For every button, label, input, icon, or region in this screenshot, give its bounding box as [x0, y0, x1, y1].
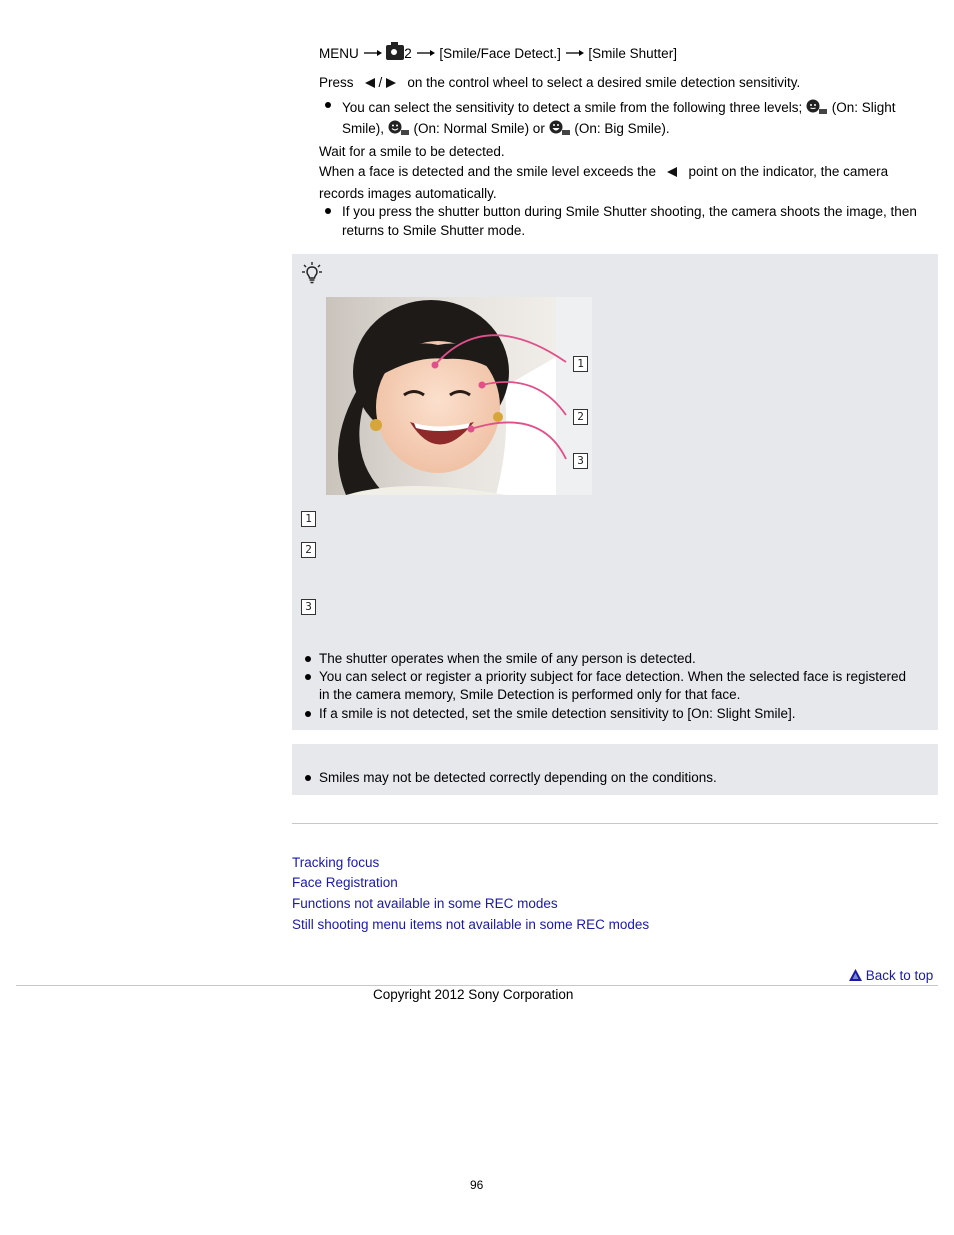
- when-line: [319, 164, 888, 179]
- camera-tab-number: 2: [404, 46, 412, 61]
- sensitivity-text: You can select the sensitivity to detect a smile from the following three levels;: [342, 100, 803, 115]
- callout-1-label: 1: [573, 356, 588, 372]
- slash-text: /: [378, 75, 383, 90]
- left-arrow-icon: [365, 78, 375, 88]
- back-to-top-label[interactable]: Back to top: [865, 968, 934, 983]
- slight-smile-text: (On: Slight: [831, 100, 896, 115]
- when-text-2: point on the indicator, the camera: [688, 164, 889, 179]
- wait-text: Wait for a smile to be detected.: [319, 144, 505, 159]
- big-smile-icon: [549, 120, 571, 136]
- link-functions-not-available[interactable]: Functions not available in some REC modes: [292, 896, 558, 911]
- legend-2-label: 2: [301, 542, 316, 558]
- link-face-registration[interactable]: Face Registration: [292, 875, 398, 890]
- arrow-right-icon: [565, 48, 585, 58]
- normal-smile-text: (On: Normal Smile) or: [413, 121, 545, 136]
- tip-text-3: If a smile is not detected, set the smile detection sensitivity to [On: Slight Smile].: [319, 706, 796, 721]
- footer-divider: [16, 985, 938, 986]
- bullet-dot: [325, 208, 331, 214]
- callout-3-label: 3: [573, 453, 588, 469]
- slight-smile-text-2: Smile),: [342, 121, 385, 136]
- when-text: When a face is detected and the smile level exceeds the: [319, 164, 656, 179]
- bullet-dot: [305, 674, 311, 680]
- arrow-right-icon: [416, 48, 436, 58]
- menu-item-smile-shutter: [Smile Shutter]: [588, 46, 677, 61]
- up-triangle-icon: [849, 969, 862, 981]
- hint-lightbulb-icon: [302, 262, 322, 284]
- link-tracking-focus[interactable]: Tracking focus: [292, 855, 380, 870]
- link-still-shooting-menu-items[interactable]: Still shooting menu items not available in some REC modes: [292, 917, 650, 932]
- tip-text-1: The shutter operates when the smile of any person is detected.: [319, 651, 696, 666]
- indicator-point-icon: [667, 167, 677, 177]
- menu-label: MENU: [319, 46, 359, 61]
- page-number: 96: [470, 1178, 484, 1192]
- records-text: records images automatically.: [319, 186, 497, 201]
- menu-item-smile-face-detect: [Smile/Face Detect.]: [439, 46, 561, 61]
- press-label: Press: [319, 75, 354, 90]
- bullet-dot: [325, 102, 331, 108]
- legend-1-label: 1: [301, 511, 316, 527]
- callout-2-label: 2: [573, 409, 588, 425]
- shutter-note-text: If you press the shutter button during Smile Shutter shooting, the camera shoots the image, then: [342, 204, 917, 219]
- tip-text-2: You can select or register a priority subject for face detection. When the selected face is registered: [319, 669, 907, 684]
- sensitivity-line: [342, 99, 896, 115]
- bullet-dot: [305, 711, 311, 717]
- right-arrow-icon: [386, 78, 396, 88]
- note-panel: [292, 744, 938, 795]
- normal-smile-icon: [388, 120, 410, 136]
- step-press: [319, 75, 800, 90]
- legend-3-label: 3: [301, 599, 316, 615]
- arrow-right-icon: [363, 48, 383, 58]
- note-text: Smiles may not be detected correctly depending on the conditions.: [319, 770, 717, 785]
- hint-panel: [292, 254, 938, 730]
- tip-text-2b: in the camera memory, Smile Detection is performed only for that face.: [319, 687, 741, 702]
- back-to-top-button[interactable]: [849, 968, 933, 983]
- bullet-dot: [305, 775, 311, 781]
- big-smile-text: (On: Big Smile).: [574, 121, 670, 136]
- shutter-note-text-2: returns to Smile Shutter mode.: [342, 223, 526, 238]
- press-text: on the control wheel to select a desired smile detection sensitivity.: [407, 75, 801, 90]
- copyright-text: Copyright 2012 Sony Corporation: [373, 987, 574, 1002]
- slight-smile-icon: [806, 99, 828, 115]
- section-divider: [292, 823, 938, 824]
- sensitivity-line-2: [342, 120, 670, 136]
- bullet-dot: [305, 656, 311, 662]
- callout-lines: [326, 297, 592, 495]
- menu-path: [319, 45, 677, 61]
- camera-icon: [386, 45, 404, 60]
